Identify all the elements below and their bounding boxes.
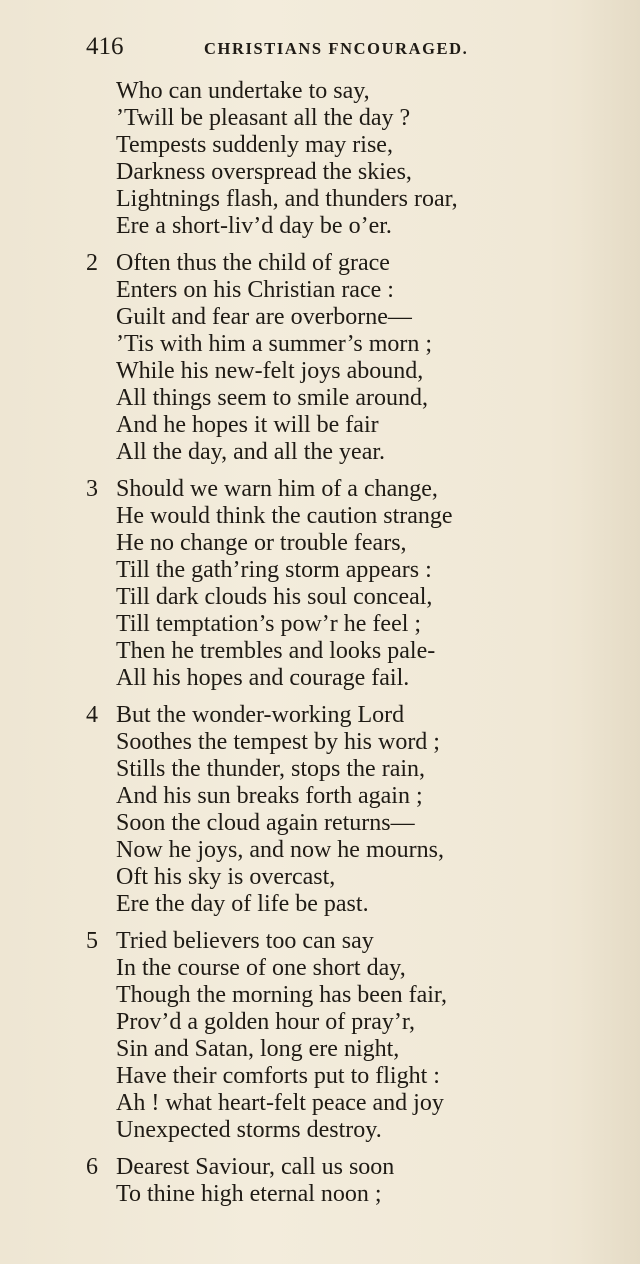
verse-line: Guilt and fear are overborne— [116, 304, 412, 330]
verse-line: Who can undertake to say, [116, 78, 370, 104]
facing-page-bleed-through [580, 0, 640, 1264]
hymn-text [86, 78, 586, 1218]
verse-line: And his sun breaks forth again ; [116, 783, 423, 809]
verse-line: Enters on his Christian race : [116, 277, 394, 303]
page-header [86, 30, 556, 64]
verse-line: Sin and Satan, long ere night, [116, 1036, 400, 1062]
stanza [86, 1154, 586, 1208]
verse-line: Soon the cloud again returns— [116, 810, 415, 836]
page-number: 416 [86, 33, 124, 60]
stanza [86, 928, 586, 1144]
verse-line: To thine high eternal noon ; [116, 1181, 382, 1207]
verse-line: Darkness overspread the skies, [116, 159, 412, 185]
verse-line: Stills the thunder, stops the rain, [116, 756, 426, 782]
verse-line: Tempests suddenly may rise, [116, 132, 393, 158]
verse-line: Should we warn him of a change, [116, 476, 438, 502]
verse-line: Then he trembles and looks pale- [116, 638, 436, 664]
verse-line: He no change or trouble fears, [116, 530, 407, 556]
verse-line: Ah ! what heart-felt peace and joy [116, 1090, 444, 1116]
verse-line: Ere a short-liv’d day be o’er. [116, 213, 392, 239]
verse-line: Have their comforts put to flight : [116, 1063, 440, 1089]
stanza-number: 4 [86, 702, 98, 728]
verse-line: Dearest Saviour, call us soon [116, 1154, 395, 1180]
verse-line: ’Twill be pleasant all the day ? [116, 105, 411, 131]
verse-line: All his hopes and courage fail. [116, 665, 410, 691]
verse-line: In the course of one short day, [116, 955, 406, 981]
verse-line: Though the morning has been fair, [116, 982, 447, 1008]
verse-line: All the day, and all the year. [116, 439, 386, 465]
verse-line: Unexpected storms destroy. [116, 1117, 382, 1143]
verse-line: Till dark clouds his soul conceal, [116, 584, 433, 610]
verse-line: And he hopes it will be fair [116, 412, 379, 438]
verse-line: Ere the day of life be past. [116, 891, 369, 917]
verse-line: Often thus the child of grace [116, 250, 390, 276]
running-title: CHRISTIANS FNCOURAGED. [204, 39, 469, 58]
verse-line: Till the gath’ring storm appears : [116, 557, 432, 583]
verse-line: Lightnings flash, and thunders roar, [116, 186, 458, 212]
verse-line: But the wonder-working Lord [116, 702, 405, 728]
verse-line: All things seem to smile around, [116, 385, 428, 411]
verse-line: Oft his sky is overcast, [116, 864, 336, 890]
verse-line: While his new-felt joys abound, [116, 358, 424, 384]
stanza [86, 702, 586, 918]
verse-line: Till temptation’s pow’r he feel ; [116, 611, 422, 637]
verse-line: He would think the caution strange [116, 503, 453, 529]
verse-line: ’Tis with him a summer’s morn ; [116, 331, 433, 357]
stanza-number: 3 [86, 476, 98, 502]
verse-line: Now he joys, and now he mourns, [116, 837, 444, 863]
verse-line: Soothes the tempest by his word ; [116, 729, 440, 755]
stanza-number: 6 [86, 1154, 98, 1180]
stanza [86, 78, 586, 240]
verse-line: Prov’d a golden hour of pray’r, [116, 1009, 415, 1035]
stanza-number: 5 [86, 928, 98, 954]
stanza [86, 476, 586, 692]
stanza-number: 2 [86, 250, 98, 276]
stanza [86, 250, 586, 466]
verse-line: Tried believers too can say [116, 928, 374, 954]
